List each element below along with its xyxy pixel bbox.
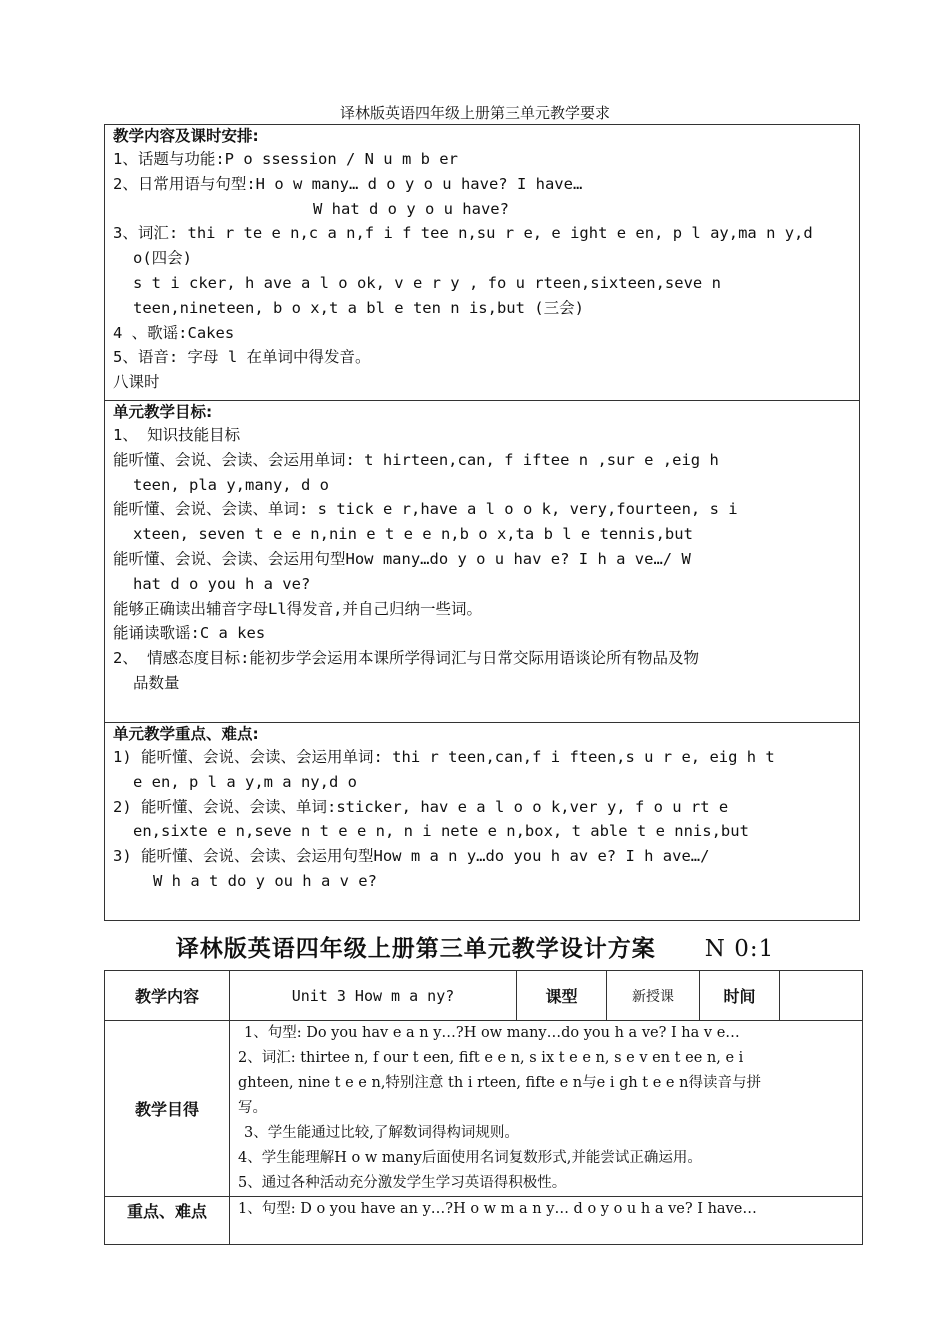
page-header: 译林版英语四年级上册第三单元教学要求 — [339, 104, 610, 122]
goal-line: 2、词汇: thirtee n, f our t een, fift e e n, s ix t e e n, s e v en t ee n, e i — [238, 1050, 744, 1066]
content-line: W hat d o y o u have? — [313, 199, 509, 218]
content-line: 1、话题与功能:P o ssession / N u m b er — [113, 150, 458, 168]
goals-section — [105, 401, 859, 723]
goals-line: 能诵读歌谣:C a kes — [113, 624, 266, 643]
content-line: 3、词汇: thi r te e n,c a n,f i f tee n,su r e, e ight e en, p l ay,ma n y,d — [113, 224, 813, 243]
content-line: 2、日常用语与句型:H o w many… d o y o u have? I have… — [113, 174, 583, 193]
goals-line: 能听懂、会说、会读、单词: s tick e r,have a l o o k, very,fourteen, s i — [113, 500, 738, 519]
goals-line: teen, pla y,many, d o — [133, 475, 329, 494]
keys-line: 2) 能听懂、会说、会读、单词:sticker, hav e a l o o k,ver y, f o u rt e — [113, 797, 729, 816]
goals-heading: 单元教学目标: — [113, 403, 213, 421]
goals-line: 能听懂、会说、会读、会运用句型How many…do y o u hav e? I h a ve…/ W — [113, 549, 691, 568]
goals-line: 1、 知识技能目标 — [113, 426, 241, 444]
time-value — [780, 971, 863, 1021]
goals-line: 2、 情感态度目标:能初步学会运用本课所学得词汇与日常交际用语谈论所有物品及物 — [113, 649, 699, 668]
goal-line: 4、学生能理解H o w many后面使用名词复数形式,并能尝试正确运用。 — [238, 1150, 702, 1166]
goals-line: 品数量 — [133, 673, 180, 692]
keys-line: 3) 能听懂、会说、会读、会运用句型How m a n y…do you h av e? I h ave…/ — [113, 847, 710, 866]
goal-line: 3、学生能通过比较,了解数词得构词规则。 — [244, 1125, 519, 1141]
plan-title-row — [0, 930, 950, 963]
goals-line: xteen, seven t e e n,nin e t e e n,b o x,ta b l e tennis,but — [133, 525, 693, 544]
goal-line: ghteen, nine t e e n,特别注意 th i rteen, fifte e n与e i gh t e e n得读音与拼 — [238, 1075, 761, 1091]
keys-heading: 单元教学重点、难点: — [113, 725, 259, 743]
keys-line: e en, p l a y,m a ny,d o — [133, 772, 357, 791]
content-label: 教学内容 — [105, 971, 230, 1021]
content-line: teen,nineteen, b o x,t a bl e ten n is,but (三会) — [133, 298, 584, 317]
goals-line: hat d o you h a ve? — [133, 574, 311, 593]
content-line: 4 、歌谣:Cakes — [113, 323, 235, 342]
content-line: 八课时 — [113, 373, 160, 392]
goals-cell — [230, 1021, 863, 1197]
content-line: s t i cker, h ave a l o ok, v e r y , fo u rteen,sixteen,seve n — [133, 273, 721, 292]
plan-title: 译林版英语四年级上册第三单元教学设计方案 — [175, 936, 656, 962]
keys-line: W h a t do y ou h a v e? — [153, 871, 377, 890]
goal-line: 写。 — [238, 1100, 267, 1116]
plan-table — [104, 970, 863, 1245]
keys-line: en,sixte e n,seve n t e e n, n i nete e n,box, t able t e nnis,but — [133, 822, 749, 841]
keys-label: 重点、难点 — [105, 1197, 230, 1245]
goals-label: 教学目得 — [105, 1021, 230, 1197]
content-line: o(四会) — [133, 249, 192, 268]
time-label: 时间 — [700, 971, 780, 1021]
keys-cell — [230, 1197, 863, 1245]
goals-line: 能听懂、会说、会读、会运用单词: t hirteen,can, f iftee n ,sur e ,eig h — [113, 450, 719, 469]
goals-line: 能够正确读出辅音字母Ll得发音,并自己归纳一些词。 — [113, 599, 482, 618]
plan-row-header — [105, 971, 863, 1021]
type-label: 课型 — [517, 971, 607, 1021]
plan-number: N 0:1 — [704, 936, 775, 962]
key-line: 1、句型: D o you have an y…?H o w m a n y… d o y o u h a ve? I have… — [238, 1201, 757, 1217]
content-value: Unit 3 How m a ny? — [230, 971, 517, 1021]
goal-line: 1、句型: Do you hav e a n y…?H ow many…do you h a ve? I ha v e… — [244, 1025, 740, 1041]
keys-section — [105, 723, 859, 920]
goal-line: 5、通过各种活动充分激发学生学习英语得积极性。 — [238, 1175, 567, 1191]
plan-row-keys — [105, 1197, 863, 1245]
requirements-box — [104, 124, 860, 921]
type-value: 新授课 — [607, 971, 700, 1021]
plan-row-goals — [105, 1021, 863, 1197]
content-section — [105, 125, 859, 401]
content-line: 5、语音: 字母 l 在单词中得发音。 — [113, 348, 371, 367]
keys-line: 1) 能听懂、会说、会读、会运用单词: thi r teen,can,f i fteen,s u r e, eig h t — [113, 748, 775, 766]
content-heading: 教学内容及课时安排: — [113, 127, 259, 145]
